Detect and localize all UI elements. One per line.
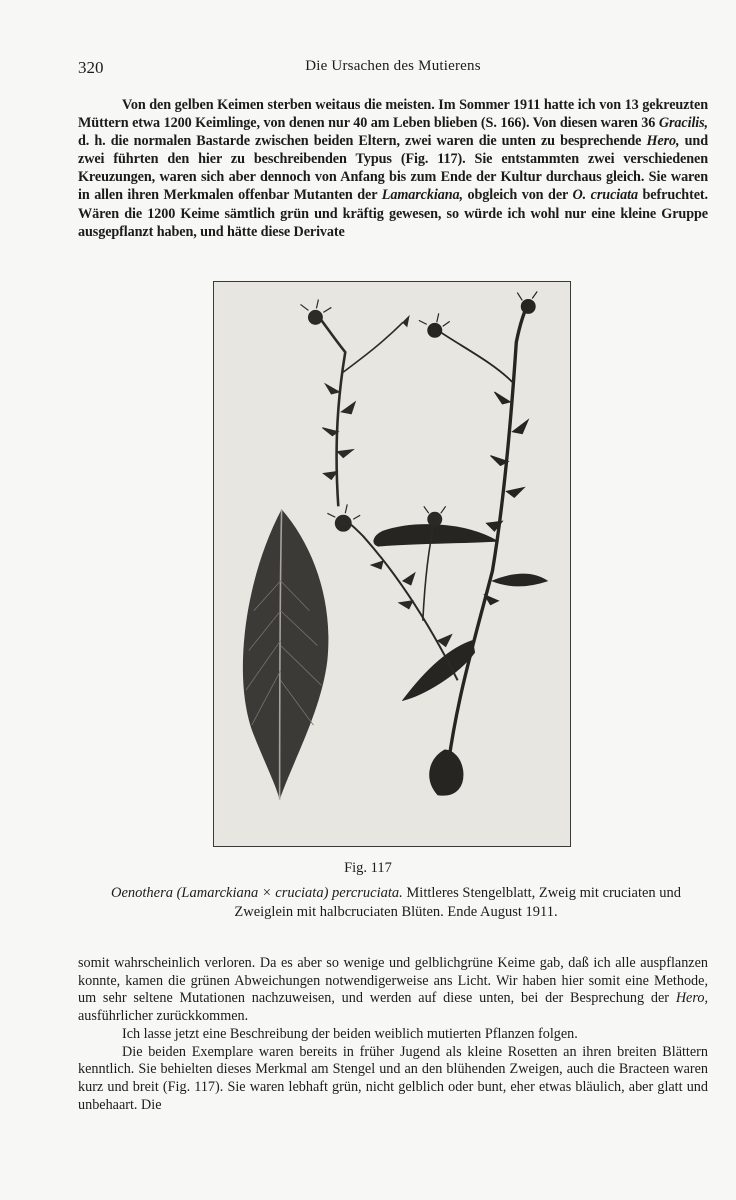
caption-text: Mittleres Stengelblatt, Zweig mit cruciaten und Zweiglein mit halbcruciaten Blüten. Ende August 1911. [234, 885, 682, 920]
page-header [78, 58, 708, 80]
page-number: 320 [78, 58, 104, 77]
plant-photograph [214, 282, 570, 846]
paragraph: Die beiden Exemplare waren bereits in früher Jugend als kleine Rosetten an ihren breiten Blättern kenntlich. Sie behielten dieses Merkmal am Stengel und an den blühenden Zweigen, auch die Bracteen waren kurz und breit (Fig. 117). Sie waren lebhaft grün, nicht gelblich oder bunt, eher etwas bläulich, aber glatt und unbehaart. Die [78, 1043, 708, 1113]
paragraph: Ich lasse jetzt eine Beschreibung der beiden weiblich mutierten Pflanzen folgen. [122, 1025, 578, 1042]
paragraph-before-figure [78, 96, 708, 241]
figure-label: Fig. 117 [344, 860, 392, 876]
figure-plate-photograph [213, 281, 571, 847]
text-after-figure [78, 955, 708, 1114]
caption-species: Oenothera (Lamarckiana × cruciata) percruciata. [110, 885, 403, 901]
paragraph: somit wahrscheinlich verloren. Da es aber so wenige und gelblichgrüne Keime gab, daß ich alle auspflanzen konnte, kamen die grünen Abweichungen notwendigerweise ans Licht. Wir haben hier somit eine Methode, um sehr seltene Mutationen nachzuweisen, und werden auf diese unten, bei der Besprechung der Hero, ausführlicher zurückkommen. [78, 955, 708, 1025]
paragraph: Von den gelben Keimen sterben weitaus die meisten. Im Sommer 1911 hatte ich von 13 gekreuzten Müttern etwa 1200 Keimlinge, von denen nur 40 am Leben blieben (S. 166). Von diesen waren 36 Gracilis, d. h. die normalen Bastarde zwischen beiden Eltern, zwei waren die unten zu besprechende Hero, und zwei führten den hier zu beschreibenden Typus (Fig. 117). Sie entstammten zwei verschiedenen Kreuzungen, waren sich aber dennoch von Anfang bis zum Ende der Kultur durchaus gleich. Sie waren in allen ihren Merkmalen offenbar Mutanten der Lamarckiana, obgleich von der O. cruciata befruchtet. Wären die 1200 Keime sämtlich grün und kräftig gewesen, so würde ich wohl nur eine kleine Gruppe ausgepflanzt haben, und hätte diese Derivate [78, 97, 708, 240]
running-title: Die Ursachen des Mutierens [305, 58, 481, 74]
figure-caption [96, 884, 696, 922]
